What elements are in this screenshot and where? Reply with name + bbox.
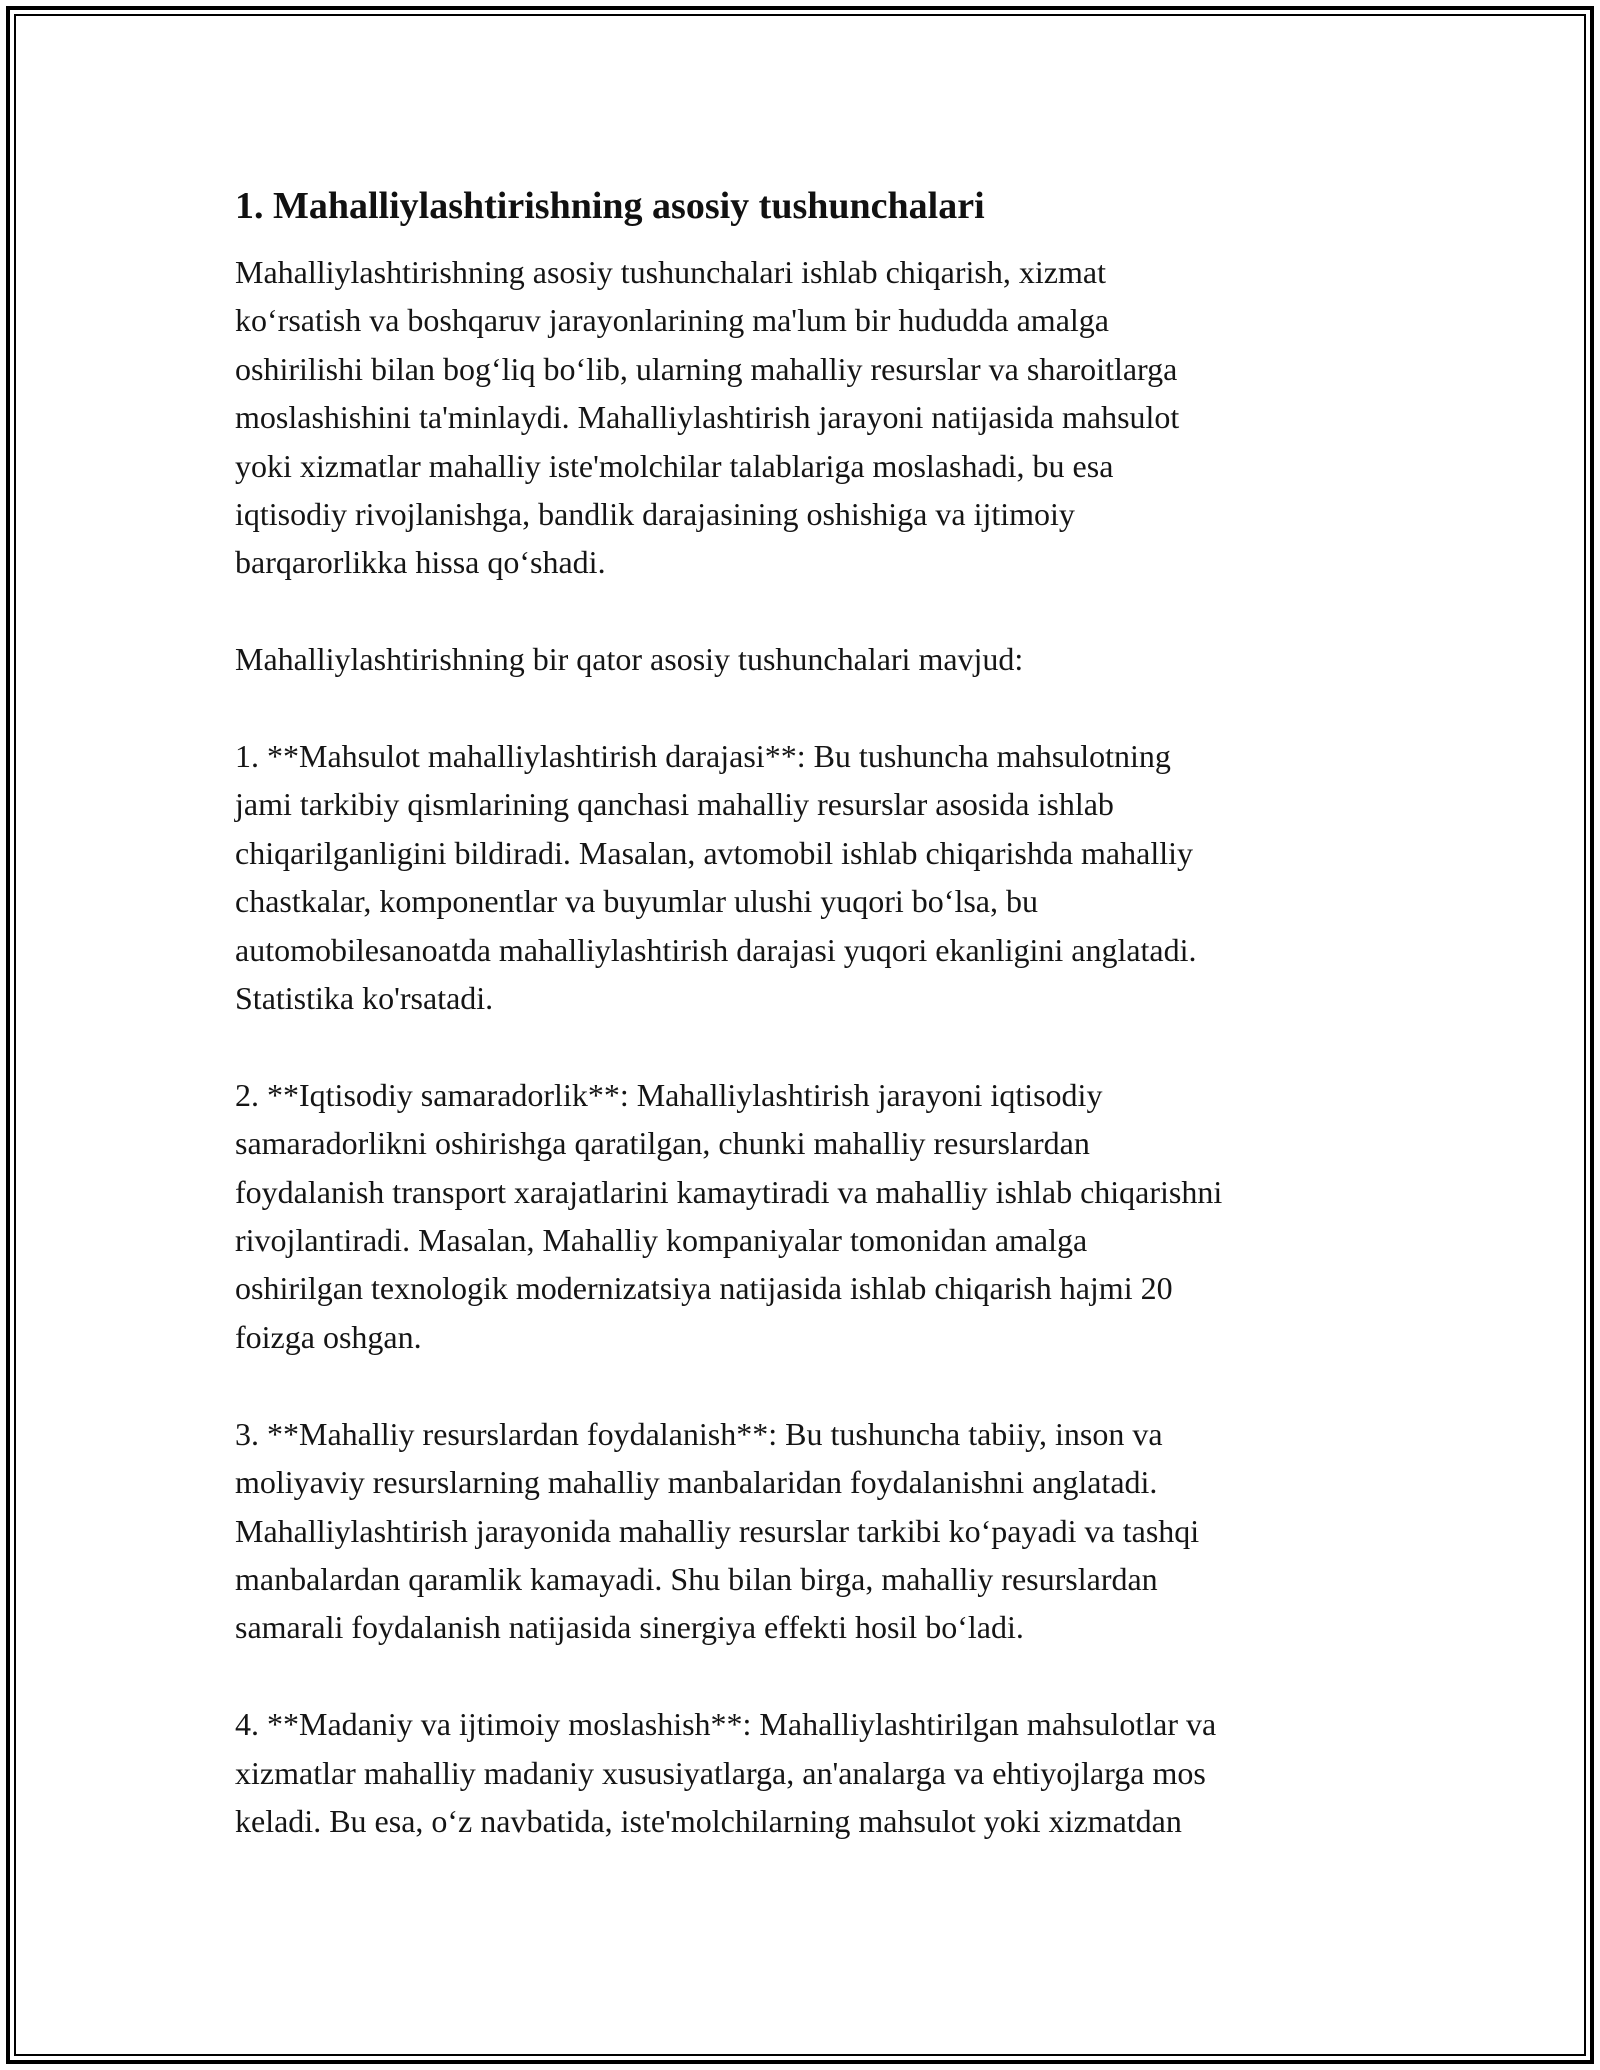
text-line: Mahalliylashtirish jarayonida mahalliy resurslar tarkibi ko‘payadi va tashqi [235, 1512, 1200, 1549]
text-line: moliyaviy resurslarning mahalliy manbalaridan foydalanishni anglatadi. [235, 1464, 1158, 1501]
text-line: yoki xizmatlar mahalliy iste'molchilar talablariga moslashadi, bu esa [235, 447, 1114, 484]
text-line: moslashishini ta'minlaydi. Mahalliylashtirish jarayoni natijasida mahsulot [235, 399, 1180, 436]
text-line: 4. **Madaniy va ijtimoiy moslashish**: Mahalliylashtirilgan mahsulotlar va [235, 1706, 1217, 1743]
section-heading: 1. Mahalliylashtirishning asosiy tushunchalari [235, 185, 985, 227]
paragraph [235, 1700, 1375, 1845]
paragraph [235, 1410, 1375, 1652]
text-line: foydalanish transport xarajatlarini kamaytiradi va mahalliy ishlab chiqarishni [235, 1173, 1223, 1210]
text-line: iqtisodiy rivojlanishga, bandlik darajasining oshishiga va ijtimoiy [235, 496, 1075, 533]
text-line: barqarorlikka hissa qo‘shadi. [235, 544, 606, 581]
text-line: keladi. Bu esa, o‘z navbatida, iste'molchilarning mahsulot yoki xizmatdan [235, 1802, 1182, 1839]
text-line: 1. **Mahsulot mahalliylashtirish darajasi**: Bu tushuncha mahsulotning [235, 738, 1171, 775]
text-line: ko‘rsatish va boshqaruv jarayonlarining ma'lum bir hududda amalga [235, 302, 1109, 339]
text-line: Mahalliylashtirishning bir qator asosiy tushunchalari mavjud: [235, 641, 1024, 678]
paragraph [235, 248, 1375, 587]
paragraph [235, 732, 1375, 1022]
text-line: manbalardan qaramlik kamayadi. Shu bilan birga, mahalliy resurslardan [235, 1560, 1158, 1597]
paragraph [235, 1071, 1375, 1361]
paragraph [235, 635, 1375, 683]
document-body [235, 184, 1375, 1894]
text-line: chastkalar, komponentlar va buyumlar ulushi yuqori bo‘lsa, bu [235, 883, 1038, 920]
text-line: oshirilishi bilan bog‘liq bo‘lib, ularning mahalliy resurslar va sharoitlarga [235, 350, 1178, 387]
text-line: samaradorlikni oshirishga qaratilgan, chunki mahalliy resurslardan [235, 1125, 1090, 1162]
text-line: jami tarkibiy qismlarining qanchasi mahalliy resurslar asosida ishlab [235, 786, 1114, 823]
text-line: 2. **Iqtisodiy samaradorlik**: Mahalliylashtirish jarayoni iqtisodiy [235, 1076, 1103, 1113]
text-line: rivojlantiradi. Masalan, Mahalliy kompaniyalar tomonidan amalga [235, 1222, 1088, 1259]
paragraph-list [235, 248, 1375, 1845]
text-line: automobilesanoatda mahalliylashtirish darajasi yuqori ekanligini anglatadi. [235, 931, 1197, 968]
text-line: 3. **Mahalliy resurslardan foydalanish**: Bu tushuncha tabiiy, inson va [235, 1415, 1163, 1452]
text-line: samarali foydalanish natijasida sinergiya effekti hosil bo‘ladi. [235, 1609, 1024, 1646]
text-line: chiqarilganligini bildiradi. Masalan, avtomobil ishlab chiqarishda mahalliy [235, 834, 1193, 871]
text-line: xizmatlar mahalliy madaniy xususiyatlarga, an'analarga va ehtiyojlarga mos [235, 1754, 1206, 1791]
text-line: oshirilgan texnologik modernizatsiya natijasida ishlab chiqarish hajmi 20 [235, 1270, 1173, 1307]
text-line: Mahalliylashtirishning asosiy tushunchalari ishlab chiqarish, xizmat [235, 254, 1106, 290]
text-line: foizga oshgan. [235, 1318, 422, 1355]
text-line: Statistika ko'rsatadi. [235, 980, 494, 1017]
